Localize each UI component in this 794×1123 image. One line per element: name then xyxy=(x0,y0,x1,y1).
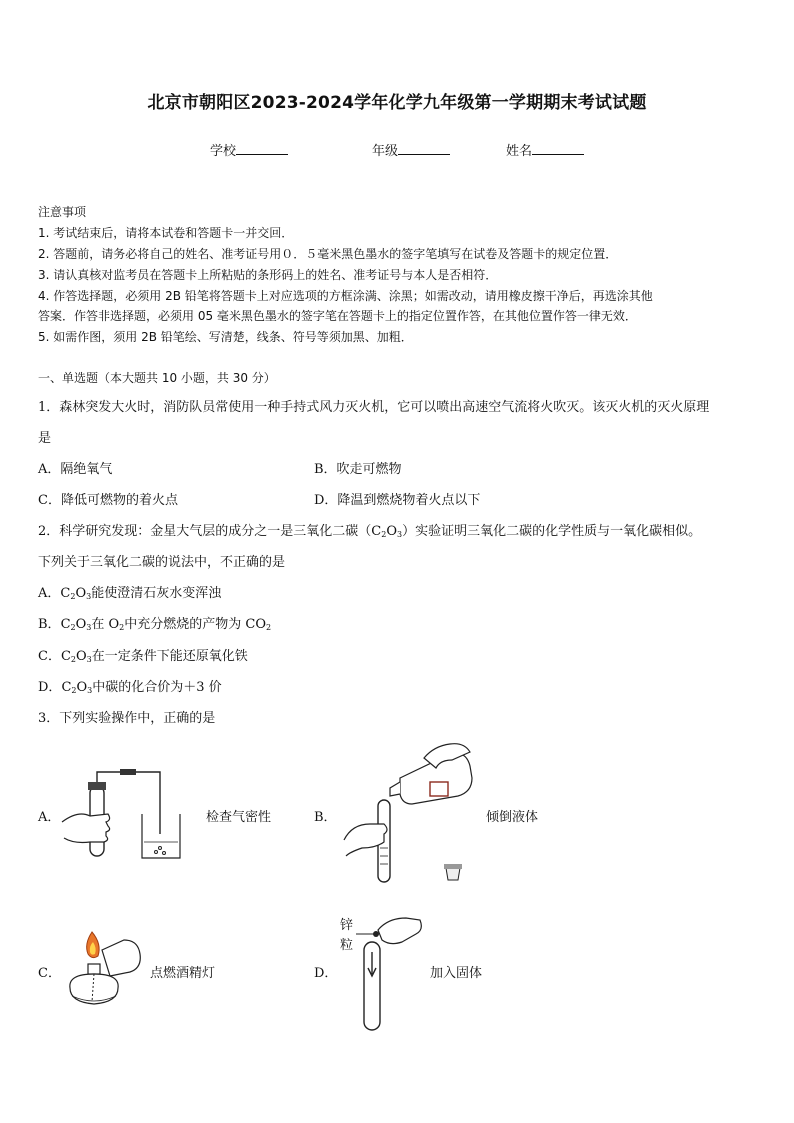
option-letter: D． xyxy=(38,680,62,695)
notice-item: 2. 答题前，请务必将自己的姓名、准考证号用０．５毫米黑色墨水的签字笔填写在试卷及答题卡的规定位置． xyxy=(38,247,618,261)
q2-stem-text: 2．科学研究发现：金星大气层的成分之一是三氧化二碳（C xyxy=(38,524,382,539)
q1-option-a[interactable]: A．隔绝氧气 xyxy=(38,462,113,477)
notice-item: 4. 作答选择题，必须用 2B 铅笔将答题卡上对应选项的方框涂满、涂黑；如需改动，请用橡皮擦干净后，再选涂其他 xyxy=(38,289,653,303)
option-letter: B． xyxy=(38,617,61,632)
formula: C xyxy=(60,586,71,601)
subscript: 3 xyxy=(86,623,92,632)
notice-item: 答案．作答非选择题，必须用 05 毫米黑色墨水的签字笔在答题卡上的指定位置作答，在其他位置作答一律无效． xyxy=(38,309,637,323)
grade-label: 年级 xyxy=(372,144,399,159)
subscript: 3 xyxy=(87,686,93,695)
alcohol-lamp-illustration xyxy=(58,926,148,1016)
notice-item: 1. 考试结束后，请将本试卷和答题卡一并交回． xyxy=(38,226,294,240)
zinc-label-1: 锌 xyxy=(340,918,354,933)
q1-option-d[interactable]: D．降温到燃烧物着火点以下 xyxy=(314,493,481,508)
option-letter: C． xyxy=(38,649,61,664)
q3-option-b-caption: 倾倒液体 xyxy=(486,810,539,825)
school-field xyxy=(210,140,288,159)
q1-stem-line1: 1．森林突发大火时，消防队员常使用一种手持式风力灭火机，它可以喷出高速空气流将火吹灭。该灭火机的灭火原理 xyxy=(38,400,710,415)
q3-option-c-letter[interactable]: C． xyxy=(38,966,61,981)
formula: C xyxy=(61,680,72,695)
option-text: 能使澄清石灰水变浑浊 xyxy=(91,586,222,601)
school-blank xyxy=(236,142,288,155)
grade-blank xyxy=(398,142,450,155)
section-heading: 一、单选题（本大题共 10 小题，共 30 分） xyxy=(38,371,276,385)
q3-option-d-letter[interactable]: D． xyxy=(314,966,338,981)
q2-option-a[interactable] xyxy=(38,582,221,601)
notice-item: 5. 如需作图，须用 2B 铅笔绘、写清楚，线条、符号等须加黑、加粗． xyxy=(38,330,413,344)
option-text: 中充分燃烧的产物为 CO xyxy=(124,617,267,632)
formula: O xyxy=(76,649,87,664)
q3-option-d-caption: 加入固体 xyxy=(430,966,483,981)
q3-stem: 3．下列实验操作中，正确的是 xyxy=(38,711,216,726)
formula: O xyxy=(75,586,87,601)
option-letter: A． xyxy=(38,586,61,601)
adding-solid-illustration xyxy=(354,912,426,1034)
subscript: 2 xyxy=(71,686,77,695)
subscript: 2 xyxy=(381,530,387,539)
option-text: 在 O xyxy=(91,617,120,632)
q2-option-c[interactable] xyxy=(38,645,248,664)
q1-stem-line2: 是 xyxy=(38,431,52,446)
subscript: 2 xyxy=(70,592,76,601)
q2-stem-text: ）实验证明三氧化二碳的化学性质与一氧化碳相似。 xyxy=(402,524,702,539)
zinc-label-2: 粒 xyxy=(340,938,354,953)
option-text: 在一定条件下能还原氧化铁 xyxy=(91,649,248,664)
subscript: 2 xyxy=(70,655,76,664)
name-blank xyxy=(532,142,584,155)
q2-stem-text: O xyxy=(386,524,397,539)
page-title: 北京市朝阳区2023-2024学年化学九年级第一学期期末考试试题 xyxy=(147,93,647,113)
q2-option-d[interactable] xyxy=(38,676,222,695)
q3-option-a-letter[interactable]: A． xyxy=(38,810,61,825)
notice-heading: 注意事项 xyxy=(38,205,87,219)
q3-option-a-caption: 检查气密性 xyxy=(206,810,272,825)
grade-field xyxy=(372,140,450,159)
q2-stem-line1 xyxy=(38,520,701,539)
q3-option-b-letter[interactable]: B． xyxy=(314,810,337,825)
notice-item: 3. 请认真核对监考员在答题卡上所粘贴的条形码上的姓名、准考证号与本人是否相符． xyxy=(38,268,498,282)
q1-option-c[interactable]: C．降低可燃物的着火点 xyxy=(38,493,178,508)
school-label: 学校 xyxy=(210,144,237,159)
subscript: 2 xyxy=(119,623,125,632)
pouring-liquid-illustration xyxy=(340,738,480,888)
formula: O xyxy=(75,617,87,632)
q1-option-b[interactable]: B．吹走可燃物 xyxy=(314,462,402,477)
subscript: 3 xyxy=(396,530,403,539)
subscript: 3 xyxy=(86,592,92,601)
formula: C xyxy=(60,649,71,664)
option-text: 中碳的化合价为＋3 价 xyxy=(92,680,222,695)
name-field xyxy=(506,140,584,159)
subscript: 2 xyxy=(266,623,272,632)
q2-stem-line2: 下列关于三氧化二碳的说法中，不正确的是 xyxy=(38,555,286,570)
formula: O xyxy=(76,680,88,695)
airtightness-illustration xyxy=(60,764,190,864)
name-label: 姓名 xyxy=(506,144,533,159)
subscript: 3 xyxy=(86,655,92,664)
formula: C xyxy=(60,617,71,632)
q2-option-b[interactable] xyxy=(38,613,271,632)
subscript: 2 xyxy=(70,623,76,632)
q3-option-c-caption: 点燃酒精灯 xyxy=(150,966,216,981)
